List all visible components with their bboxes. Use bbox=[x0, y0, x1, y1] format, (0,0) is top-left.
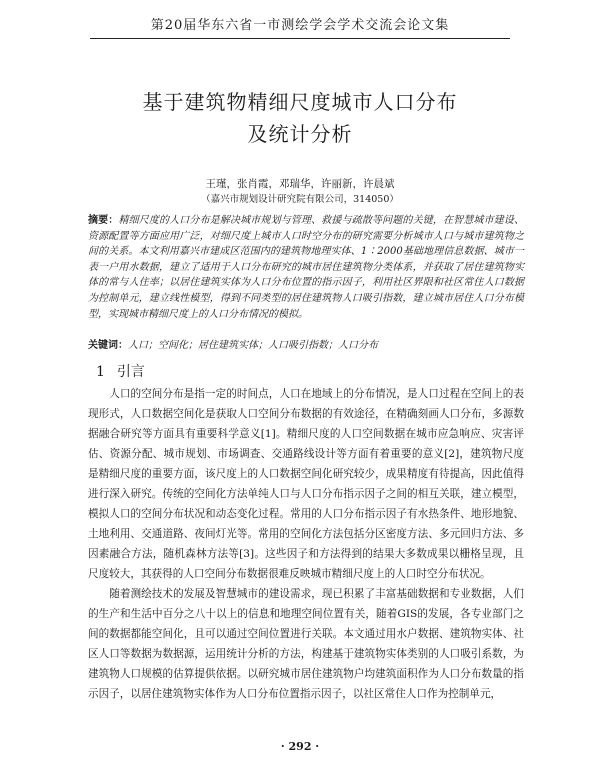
section-number: 1 bbox=[96, 364, 105, 380]
header-rule bbox=[90, 38, 510, 39]
running-header: 第20届华东六省一市测绘学会学术交流会论文集 bbox=[150, 18, 450, 33]
title-line-1: 基于建筑物精细尺度城市人口分布 bbox=[142, 90, 458, 114]
affiliation: （嘉兴市规划设计研究院有限公司，314050） bbox=[201, 194, 399, 205]
paragraph-1: 人口的空间分布是指一定的时间点，人口在地域上的分布情况，是人口过程在空间上的表现形式，人口数据空间化是获取人口空间分布数据的有效途径，在精确刻画人口分布，多源数据融合研究等方面具有重要科学意义[1]。精细尺度的人口空间数据在城市应急响应、灾害评估、资源分配、城市规划、市场调查、交通路线设计等方面有着重要的意义[2]，建筑物尺度是精细尺度的重要方面，该尺度上的人口数据空间化研究较少，成果精度有待提高，因此值得进行深入研究。传统的空间化方法单纯人口与人口分布指示因子之间的相互关联，建立模型，模拟人口的空间分布状况和动态变化过程。常用的人口分布指示因子有水热条件、地形地貌、土地利用、交通道路、夜间灯光等。常用的空间化方法包括分区密度方法、多元回归方法、多因素融合方法，随机森林方法等[3]。这些因子和方法得到的结果大多数成果以栅格呈现，且尺度较大，其获得的人口空间分布数据很难反映城市精细尺度上的人口时空分布状况。 bbox=[88, 388, 524, 580]
abstract-label: 摘要： bbox=[88, 215, 119, 226]
paragraph-2: 随着测绘技术的发展及智慧城市的建设需求，现已积累了丰富基础数据和专业数据，人们的生产和生活中百分之八十以上的信息和地理空间位置有关，随着GIS的发展，各专业部门之间的数据都能空间化，且可以通过空间位置进行关联。本文通过用水户数据、建筑物实体、社区人口等数据为数据源，运用统计分析的方法，构建基于建筑物实体类别的人口吸引系数，为建筑物人口规模的估算提供依据。以研究城市居住建筑物户均建筑面积作为人口分布数量的指示因子，以居住建筑物实体作为人口分布位置指示因子，以社区常住人口作为控制单元， bbox=[88, 588, 524, 700]
section-heading bbox=[96, 361, 145, 381]
page-number: · 292 · bbox=[280, 740, 320, 753]
keywords-text: 人口；空间化；居住建筑实体；人口吸引指数；人口分布 bbox=[128, 340, 378, 351]
abstract bbox=[88, 213, 524, 322]
abstract-text: 精细尺度的人口分布是解决城市规划与管理、救援与疏散等问题的关键，在智慧城市建设、资源配置等方面应用广泛，对细尺度上城市人口时空分布的研究需要分析城市人口与城市建筑物之间的关系。本文利用嘉兴市建成区范围内的建筑物地理实体、1∶2000基础地理信息数据、城市一表一户用水数据，建立了适用于人口分布研究的城市居住建筑物分类体系，并获取了居住建筑物实体的常与人住率；以居住建筑实体为人口分布位置的指示因子，利用社区界限和社区常住人口数据为控制单元，建立线性模型，得到不同类型的居住建筑物人口吸引指数，建立城市居住人口分布模型，实现城市精细尺度上的人口分布情况的模拟。 bbox=[88, 215, 525, 320]
section-title: 引言 bbox=[116, 364, 145, 380]
keywords bbox=[88, 338, 524, 353]
paper-title bbox=[0, 86, 600, 150]
body-text bbox=[88, 384, 524, 704]
authors: 王瑾，张肖霞，邓瑞华，许丽新，许晨斌 bbox=[205, 178, 395, 190]
title-line-2: 及统计分析 bbox=[247, 122, 353, 146]
keywords-label: 关键词： bbox=[88, 340, 128, 351]
